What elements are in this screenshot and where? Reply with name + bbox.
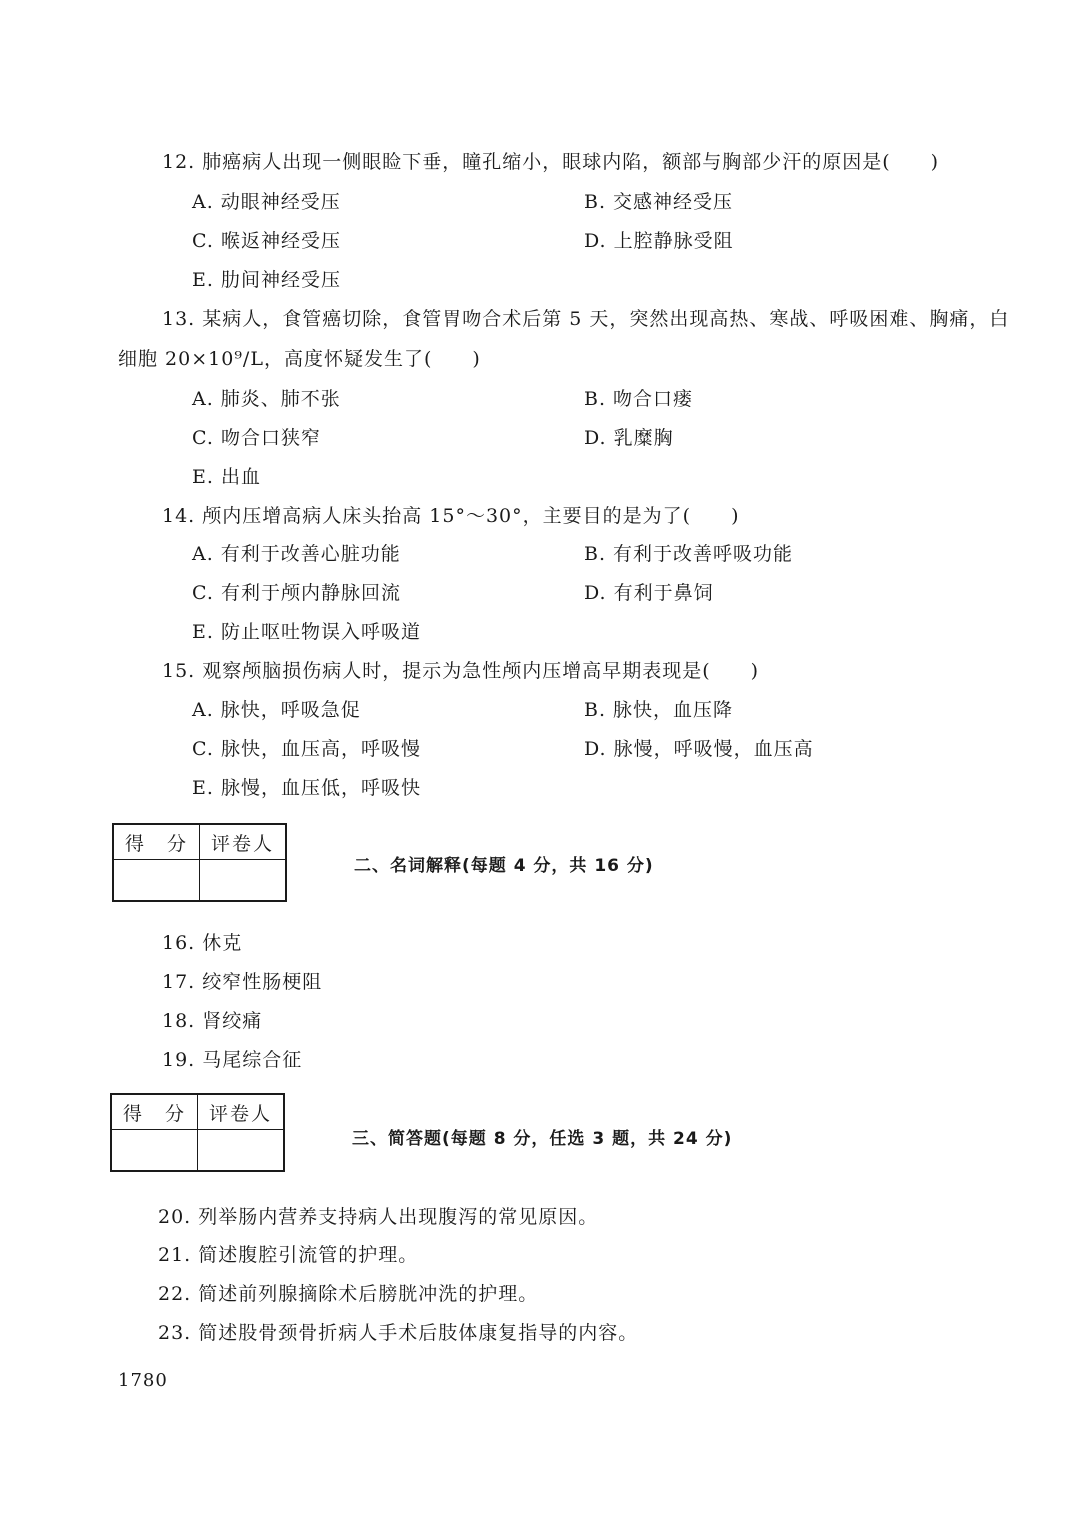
question-15-option-d: D. 脉慢，呼吸慢，血压高 bbox=[584, 738, 814, 760]
question-13-option-e: E. 出血 bbox=[192, 466, 261, 488]
section-3-item-22: 22. 简述前列腺摘除术后膀胱冲洗的护理。 bbox=[158, 1283, 539, 1305]
question-12-option-d: D. 上腔静脉受阻 bbox=[584, 230, 734, 252]
section-2-item-16: 16. 休克 bbox=[162, 932, 243, 954]
question-13-option-a: A. 肺炎、肺不张 bbox=[192, 388, 341, 410]
grader-label: 评卷人 bbox=[198, 1094, 285, 1130]
question-13-option-d: D. 乳糜胸 bbox=[584, 427, 674, 449]
page-number: 1780 bbox=[118, 1370, 168, 1391]
question-12-option-a: A. 动眼神经受压 bbox=[192, 191, 341, 213]
section-2-title: 二、名词解释(每题 4 分，共 16 分) bbox=[354, 856, 654, 876]
section-2-item-19: 19. 马尾综合征 bbox=[162, 1049, 303, 1071]
section-3-title: 三、简答题(每题 8 分，任选 3 题，共 24 分) bbox=[352, 1129, 733, 1149]
question-13-stem-continued: 细胞 20×10⁹/L，高度怀疑发生了( ) bbox=[118, 348, 481, 370]
question-15-option-e: E. 脉慢，血压低，呼吸快 bbox=[192, 777, 421, 799]
section-2-item-18: 18. 肾绞痛 bbox=[162, 1010, 263, 1032]
question-14-option-e: E. 防止呕吐物误入呼吸道 bbox=[192, 621, 421, 643]
section-3-item-20: 20. 列举肠内营养支持病人出现腹泻的常见原因。 bbox=[158, 1206, 599, 1228]
section-2-score-box bbox=[112, 823, 287, 902]
question-12-option-c: C. 喉返神经受压 bbox=[192, 230, 341, 252]
grader-cell bbox=[200, 860, 287, 902]
question-15-option-c: C. 脉快，血压高，呼吸慢 bbox=[192, 738, 421, 760]
question-12-option-e: E. 肋间神经受压 bbox=[192, 269, 341, 291]
question-14-stem: 14. 颅内压增高病人床头抬高 15°～30°，主要目的是为了( ) bbox=[162, 505, 740, 527]
question-14-option-b: B. 有利于改善呼吸功能 bbox=[584, 543, 794, 565]
grader-label: 评卷人 bbox=[200, 824, 287, 860]
question-15-option-b: B. 脉快，血压降 bbox=[584, 699, 734, 721]
grader-cell bbox=[198, 1130, 285, 1172]
question-15-option-a: A. 脉快，呼吸急促 bbox=[192, 699, 361, 721]
score-cell bbox=[113, 860, 200, 902]
section-3-item-23: 23. 简述股骨颈骨折病人手术后肢体康复指导的内容。 bbox=[158, 1322, 639, 1344]
question-15-stem: 15. 观察颅脑损伤病人时，提示为急性颅内压增高早期表现是( ) bbox=[162, 660, 760, 682]
section-2-item-17: 17. 绞窄性肠梗阻 bbox=[162, 971, 323, 993]
score-label: 得 分 bbox=[111, 1094, 198, 1130]
question-13-option-c: C. 吻合口狭窄 bbox=[192, 427, 321, 449]
section-3-item-21: 21. 简述腹腔引流管的护理。 bbox=[158, 1244, 419, 1266]
question-14-option-d: D. 有利于鼻饲 bbox=[584, 582, 714, 604]
question-12-option-b: B. 交感神经受压 bbox=[584, 191, 734, 213]
question-14-option-a: A. 有利于改善心脏功能 bbox=[192, 543, 401, 565]
score-cell bbox=[111, 1130, 198, 1172]
section-3-score-box bbox=[110, 1093, 285, 1172]
score-label: 得 分 bbox=[113, 824, 200, 860]
question-14-option-c: C. 有利于颅内静脉回流 bbox=[192, 582, 401, 604]
question-13-option-b: B. 吻合口瘘 bbox=[584, 388, 694, 410]
question-13-stem: 13. 某病人，食管癌切除，食管胃吻合术后第 5 天，突然出现高热、寒战、呼吸困难、胸痛，白 bbox=[162, 308, 1010, 330]
question-12-stem: 12. 肺癌病人出现一侧眼睑下垂，瞳孔缩小，眼球内陷，额部与胸部少汗的原因是( ) bbox=[162, 151, 940, 173]
